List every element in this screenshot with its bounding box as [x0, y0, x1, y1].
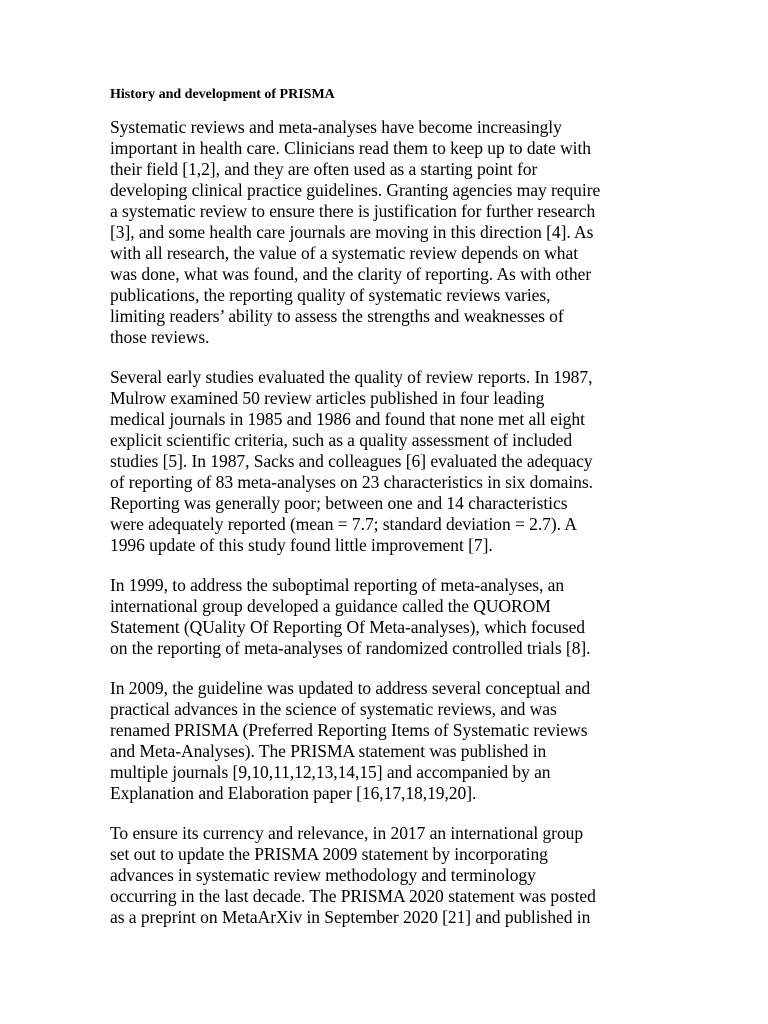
text-line: and Meta-Analyses). The PRISMA statement was published in [110, 741, 547, 761]
text-line: as a preprint on MetaArXiv in September 2020 [21] and published in [110, 907, 591, 927]
text-line: renamed PRISMA (Preferred Reporting Items of Systematic reviews [110, 720, 588, 740]
text-line: In 1999, to address the suboptimal reporting of meta-analyses, an [110, 575, 565, 595]
text-line: Statement (QUality Of Reporting Of Meta-analyses), which focused [110, 617, 586, 637]
text-line: advances in systematic review methodology and terminology [110, 865, 536, 885]
text-line: were adequately reported (mean = 7.7; standard deviation = 2.7). A [110, 514, 577, 534]
text-line: [3], and some health care journals are moving in this direction [4]. As [110, 222, 594, 242]
paragraph-4 [110, 678, 655, 804]
document-body [110, 86, 655, 947]
text-line: their field [1,2], and they are often used as a starting point for [110, 159, 538, 179]
text-line: Several early studies evaluated the quality of review reports. In 1987, [110, 367, 593, 387]
text-line: of reporting of 83 meta-analyses on 23 characteristics in six domains. [110, 472, 593, 492]
text-line: 1996 update of this study found little improvement [7]. [110, 535, 493, 555]
paragraph-3 [110, 575, 655, 659]
text-line: Mulrow examined 50 review articles published in four leading [110, 388, 545, 408]
text-line: occurring in the last decade. The PRISMA 2020 statement was posted [110, 886, 596, 906]
text-line: To ensure its currency and relevance, in 2017 an international group [110, 823, 584, 843]
text-line: Reporting was generally poor; between one and 14 characteristics [110, 493, 568, 513]
text-line: limiting readers’ ability to assess the strengths and weaknesses of [110, 306, 564, 326]
text-line: with all research, the value of a systematic review depends on what [110, 243, 579, 263]
text-line: on the reporting of meta-analyses of randomized controlled trials [8]. [110, 638, 591, 658]
section-heading: History and development of PRISMA [110, 87, 335, 102]
text-line: set out to update the PRISMA 2009 statement by incorporating [110, 844, 548, 864]
text-line: studies [5]. In 1987, Sacks and colleagues [6] evaluated the adequacy [110, 451, 593, 471]
text-line: important in health care. Clinicians read them to keep up to date with [110, 138, 592, 158]
text-line: Systematic reviews and meta-analyses have become increasingly [110, 117, 562, 137]
paragraph-2 [110, 367, 655, 556]
text-line: Explanation and Elaboration paper [16,17,18,19,20]. [110, 783, 477, 803]
text-line: explicit scientific criteria, such as a quality assessment of included [110, 430, 573, 450]
text-line: a systematic review to ensure there is justification for further research [110, 201, 596, 221]
paragraph-5 [110, 823, 655, 928]
text-line: medical journals in 1985 and 1986 and found that none met all eight [110, 409, 585, 429]
text-line: multiple journals [9,10,11,12,13,14,15] and accompanied by an [110, 762, 551, 782]
text-line: international group developed a guidance called the QUOROM [110, 596, 551, 616]
text-line: In 2009, the guideline was updated to address several conceptual and [110, 678, 591, 698]
text-line: those reviews. [110, 327, 210, 347]
text-line: publications, the reporting quality of systematic reviews varies, [110, 285, 551, 305]
text-line: was done, what was found, and the clarity of reporting. As with other [110, 264, 592, 284]
text-line: developing clinical practice guidelines. Granting agencies may require [110, 180, 601, 200]
paragraph-1 [110, 117, 655, 348]
text-line: practical advances in the science of systematic reviews, and was [110, 699, 557, 719]
